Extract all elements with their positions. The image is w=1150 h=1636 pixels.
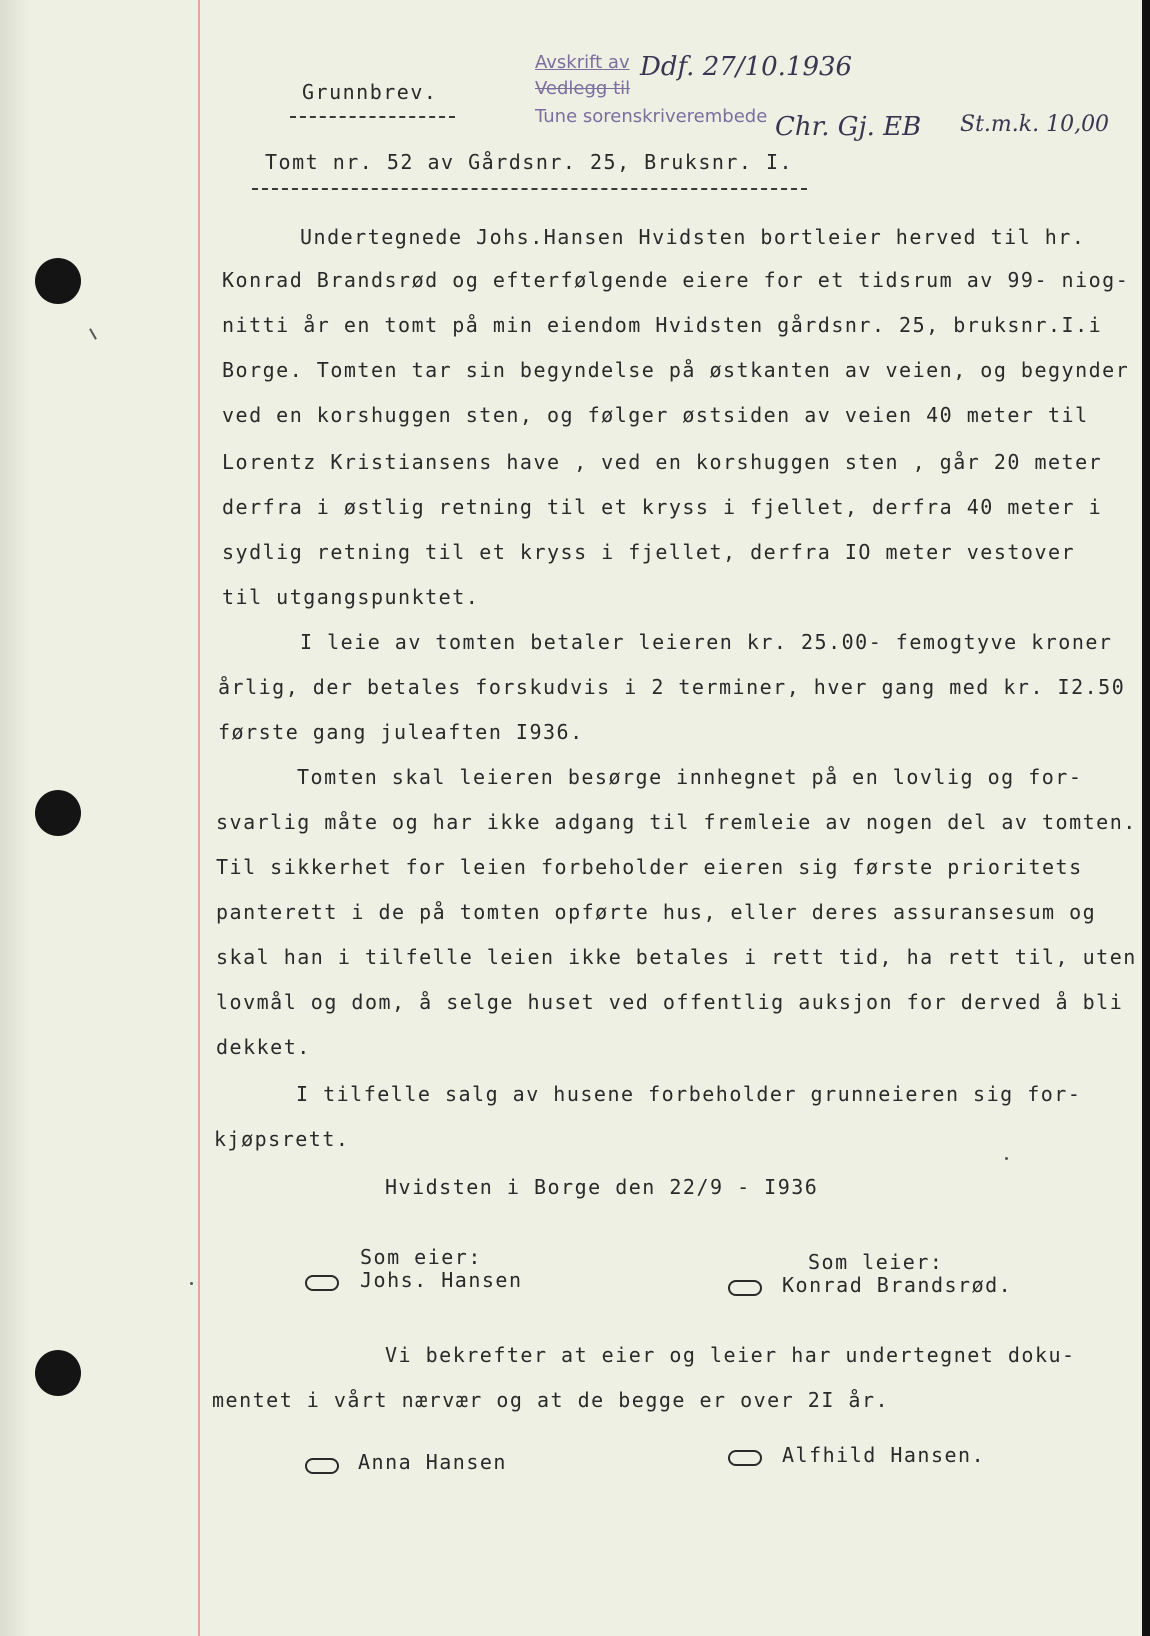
body-line: til utgangspunktet. xyxy=(222,585,480,609)
paper-speck xyxy=(1005,1157,1008,1160)
body-line: kjøpsrett. xyxy=(214,1127,350,1151)
body-line: I tilfelle salg av husene forbeholder grunneieren sig for- xyxy=(296,1082,1082,1106)
owner-label: Som eier: xyxy=(360,1245,482,1269)
handwritten-initials: Chr. Gj. EB xyxy=(775,112,922,142)
body-line: Borge. Tomten tar sin begyndelse på østkanten av veien, og begynder xyxy=(222,358,1130,382)
witness-1-name: Anna Hansen xyxy=(358,1450,507,1474)
witness-line-2: mentet i vårt nærvær og at de begge er over 2I år. xyxy=(212,1388,890,1412)
stamp-line-1: Avskrift av xyxy=(535,52,630,73)
paper-speck xyxy=(190,1282,193,1285)
signed-mark-icon xyxy=(305,1275,339,1291)
tenant-label: Som leier: xyxy=(808,1250,944,1274)
body-line: panterett i de på tomten opførte hus, eller deres assuransesum og xyxy=(216,900,1097,924)
body-line: årlig, der betales forskudvis i 2 terminer, hver gang med kr. I2.50 xyxy=(218,675,1126,699)
doc-type-title: Grunnbrev. xyxy=(302,80,438,104)
body-line: skal han i tilfelle leien ikke betales i rett tid, ha rett til, uten xyxy=(216,945,1137,969)
stamp-line-2: Vedlegg til xyxy=(535,78,631,99)
signed-mark-icon xyxy=(728,1450,762,1466)
margin-line xyxy=(198,0,200,1636)
stamp-line-3: Tune sorenskriverembede xyxy=(535,106,768,127)
body-line: dekket. xyxy=(216,1035,311,1059)
tenant-name: Konrad Brandsrød. xyxy=(782,1273,1013,1297)
handwritten-date: Ddf. 27/10.1936 xyxy=(640,52,853,82)
witness-line-1: Vi bekrefter at eier og leier har undertegnet doku- xyxy=(385,1343,1076,1367)
body-line: I leie av tomten betaler leieren kr. 25.00- femogtyve kroner xyxy=(300,630,1113,654)
body-line: Tomten skal leieren besørge innhegnet på en lovlig og for- xyxy=(297,765,1083,789)
subject-line: Tomt nr. 52 av Gårdsnr. 25, Bruksnr. I. xyxy=(265,150,794,174)
body-line: lovmål og dom, å selge huset ved offentlig auksjon for derved å bli xyxy=(216,990,1124,1014)
handwritten-fee: St.m.k. 10,00 xyxy=(960,112,1110,137)
body-line: Lorentz Kristiansens have , ved en korshuggen sten , går 20 meter xyxy=(222,450,1103,474)
signed-mark-icon xyxy=(728,1280,762,1296)
body-line: derfra i østlig retning til et kryss i fjellet, derfra 40 meter i xyxy=(222,495,1103,519)
body-line: ved en korshuggen sten, og følger østsiden av veien 40 meter til xyxy=(222,403,1089,427)
body-line: Konrad Brandsrød og efterfølgende eiere for et tidsrum av 99- niog- xyxy=(222,268,1130,292)
punch-hole-top xyxy=(35,258,81,304)
subject-underline xyxy=(252,188,807,190)
place-date: Hvidsten i Borge den 22/9 - I936 xyxy=(385,1175,819,1199)
body-line: nitti år en tomt på min eiendom Hvidsten gårdsnr. 25, bruksnr.I.i xyxy=(222,313,1103,337)
page-edge-shadow xyxy=(0,0,30,1636)
title-underline xyxy=(290,116,455,118)
signed-mark-icon xyxy=(305,1458,339,1474)
body-line: første gang juleaften I936. xyxy=(218,720,584,744)
paper-speck xyxy=(89,328,97,339)
body-line: Undertegnede Johs.Hansen Hvidsten bortleier herved til hr. xyxy=(300,225,1086,249)
body-line: sydlig retning til et kryss i fjellet, derfra IO meter vestover xyxy=(222,540,1076,564)
owner-name: Johs. Hansen xyxy=(360,1268,523,1292)
body-line: Til sikkerhet for leien forbeholder eieren sig første prioritets xyxy=(216,855,1083,879)
punch-hole-bottom xyxy=(35,1350,81,1396)
body-line: svarlig måte og har ikke adgang til fremleie av nogen del av tomten. xyxy=(216,810,1137,834)
witness-2-name: Alfhild Hansen. xyxy=(782,1443,986,1467)
punch-hole-middle xyxy=(35,790,81,836)
